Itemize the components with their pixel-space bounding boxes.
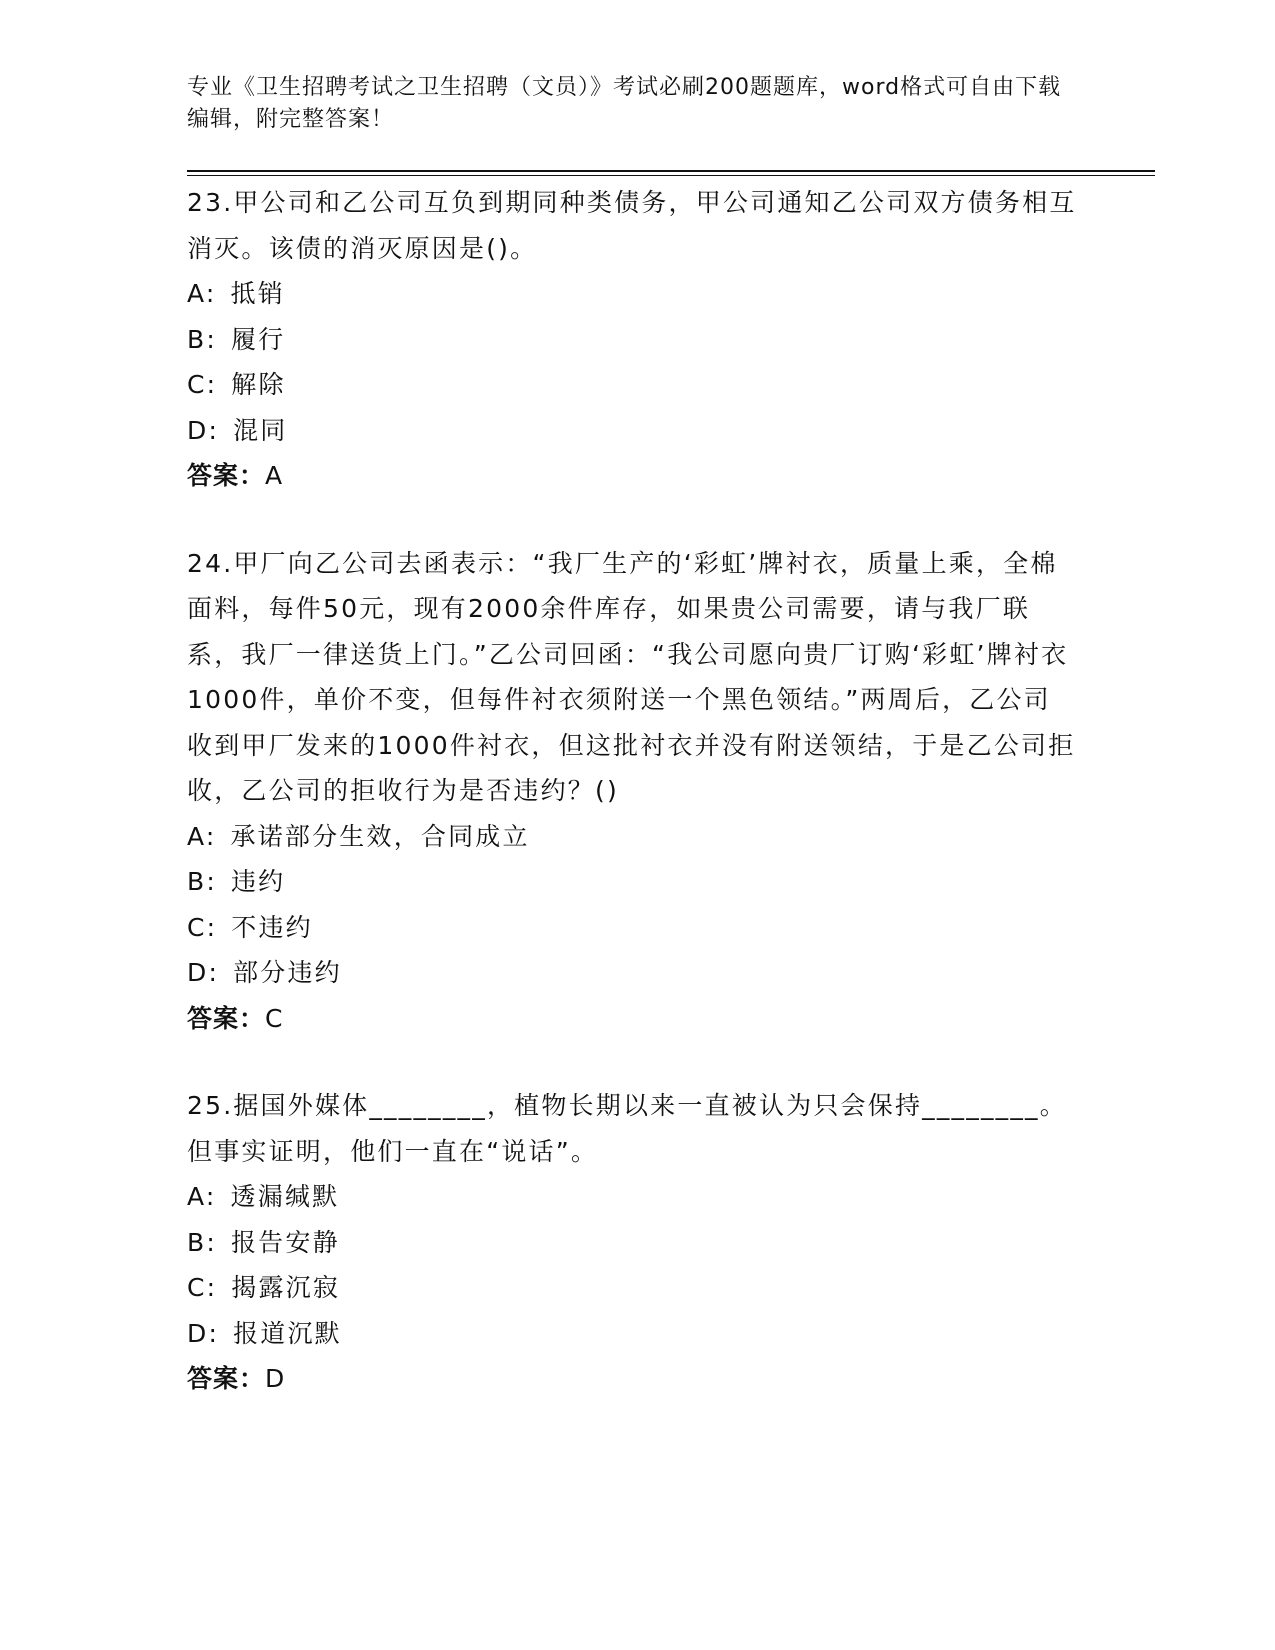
answer-label: 答案： (187, 1364, 266, 1393)
option-key: A: (187, 821, 217, 851)
question-stem: 24.甲厂向乙公司去函表示：“我厂生产的‘彩虹’牌衬衣，质量上乘，全棉面料，每件50元，现有2000余件库存，如果贵公司需要，请与我厂联系，我厂一律送货上门。”乙公司回函：“我公司愿向贵厂订购‘彩虹’牌衬衣1000件，单价不变，但每件衬衣须附送一个黑色领结。”两周后，乙公司收到甲厂发来的1000件衬衣，但这批衬衣并没有附送领结，于是乙公司拒收，乙公司的拒收行为是否违约？() (187, 548, 1076, 805)
option-text: 报道沉默 (233, 1318, 342, 1348)
option-a (187, 271, 1097, 317)
option-key: D: (187, 1318, 220, 1348)
option-text: 抵销 (230, 279, 285, 308)
answer-line (187, 996, 1097, 1042)
header-divider (187, 170, 1155, 176)
option-text: 解除 (231, 370, 286, 399)
question-24 (187, 541, 1097, 1042)
document-page (187, 72, 1097, 1402)
answer-label: 答案： (187, 461, 266, 490)
option-key: B: (187, 1227, 217, 1257)
spacer (187, 499, 1097, 541)
option-b (187, 1220, 1097, 1266)
option-text: 不违约 (231, 912, 313, 942)
option-c (187, 1265, 1097, 1311)
option-key: A: (187, 279, 217, 308)
option-text: 透漏缄默 (230, 1182, 340, 1211)
option-text: 履行 (230, 324, 286, 354)
option-key: D: (187, 415, 220, 445)
option-a (187, 1174, 1097, 1220)
option-d (187, 950, 1097, 996)
option-key: C: (187, 912, 218, 942)
option-text: 部分违约 (233, 958, 342, 987)
answer-value: D (265, 1364, 286, 1393)
option-key: C: (187, 1273, 218, 1302)
option-a (187, 814, 1097, 860)
option-c (187, 905, 1097, 951)
spacer (187, 1041, 1097, 1083)
answer-line (187, 1356, 1097, 1402)
option-text: 承诺部分生效，合同成立 (230, 821, 530, 851)
option-d (187, 408, 1097, 454)
option-b (187, 317, 1097, 363)
option-c (187, 362, 1097, 408)
question-23 (187, 180, 1097, 499)
answer-label: 答案： (187, 1003, 266, 1033)
question-stem: 23.甲公司和乙公司互负到期同种类债务，甲公司通知乙公司双方债务相互消灭。该债的消灭原因是()。 (187, 188, 1077, 263)
question-25 (187, 1083, 1097, 1402)
answer-value: A (265, 461, 284, 490)
option-key: B: (187, 324, 217, 354)
option-text: 混同 (233, 415, 288, 445)
option-key: D: (187, 958, 220, 987)
option-key: C: (187, 370, 218, 399)
option-text: 报告安静 (230, 1227, 340, 1257)
option-key: A: (187, 1182, 217, 1211)
option-b (187, 859, 1097, 905)
answer-value: C (265, 1003, 284, 1033)
question-stem: 25.据国外媒体________，植物长期以来一直被认为只会保持________。但事实证明，他们一直在“说话”。 (187, 1091, 1067, 1166)
option-text: 违约 (230, 867, 286, 896)
answer-line (187, 453, 1097, 499)
option-text: 揭露沉寂 (231, 1273, 341, 1302)
document-header: 专业《卫生招聘考试之卫生招聘（文员）》考试必刷200题题库，word格式可自由下载编辑，附完整答案！ (187, 75, 1062, 132)
option-d (187, 1311, 1097, 1357)
option-key: B: (187, 867, 217, 896)
